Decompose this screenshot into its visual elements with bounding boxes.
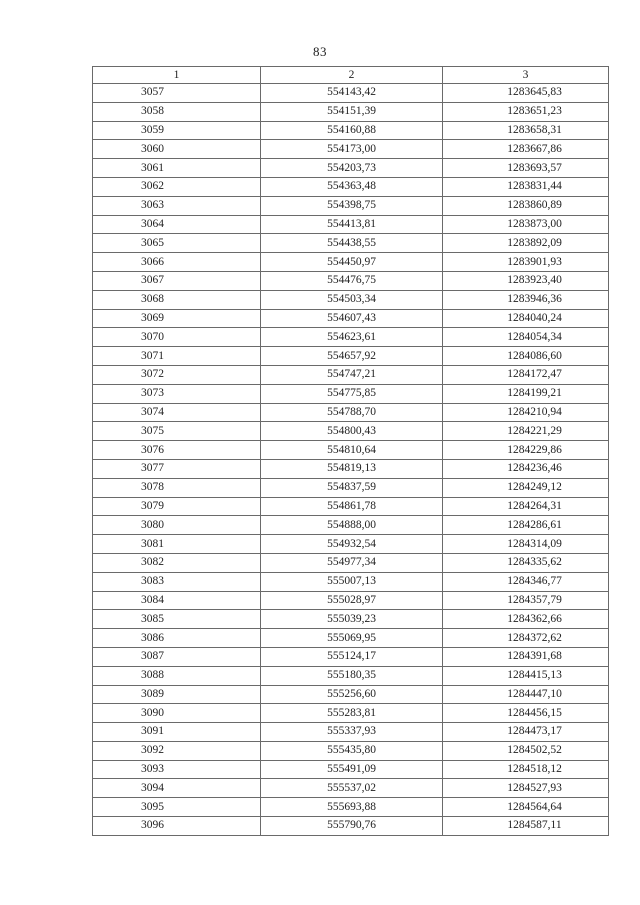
point-number-cell: 3062 (93, 177, 261, 196)
x-coordinate-cell: 554151,39 (261, 102, 443, 121)
table-row (93, 159, 609, 178)
y-coordinate-cell: 1284086,60 (443, 347, 609, 366)
table-row (93, 666, 609, 685)
x-coordinate-cell: 554160,88 (261, 121, 443, 140)
y-coordinate-cell: 1283946,36 (443, 290, 609, 309)
x-coordinate-cell: 554503,34 (261, 290, 443, 309)
y-coordinate-cell: 1283645,83 (443, 84, 609, 103)
point-number-cell: 3069 (93, 309, 261, 328)
y-coordinate-cell: 1284372,62 (443, 629, 609, 648)
point-number-cell: 3095 (93, 798, 261, 817)
x-coordinate-cell: 555069,95 (261, 629, 443, 648)
point-number-cell: 3058 (93, 102, 261, 121)
point-number-cell: 3073 (93, 384, 261, 403)
table-row (93, 817, 609, 836)
table-row (93, 253, 609, 272)
y-coordinate-cell: 1284210,94 (443, 403, 609, 422)
table-row (93, 760, 609, 779)
x-coordinate-cell: 554837,59 (261, 478, 443, 497)
point-number-cell: 3067 (93, 271, 261, 290)
point-number-cell: 3074 (93, 403, 261, 422)
y-coordinate-cell: 1284527,93 (443, 779, 609, 798)
y-coordinate-cell: 1284221,29 (443, 422, 609, 441)
x-coordinate-cell: 554800,43 (261, 422, 443, 441)
y-coordinate-cell: 1284286,61 (443, 516, 609, 535)
table-row (93, 347, 609, 366)
coordinates-table (92, 66, 609, 836)
point-number-cell: 3071 (93, 347, 261, 366)
point-number-cell: 3079 (93, 497, 261, 516)
x-coordinate-cell: 554657,92 (261, 347, 443, 366)
table-row (93, 441, 609, 460)
table-row (93, 215, 609, 234)
point-number-cell: 3080 (93, 516, 261, 535)
table-row (93, 459, 609, 478)
x-coordinate-cell: 555283,81 (261, 704, 443, 723)
x-coordinate-cell: 554888,00 (261, 516, 443, 535)
point-number-cell: 3083 (93, 572, 261, 591)
point-number-cell: 3088 (93, 666, 261, 685)
table-row (93, 610, 609, 629)
y-coordinate-cell: 1284362,66 (443, 610, 609, 629)
y-coordinate-cell: 1284357,79 (443, 591, 609, 610)
x-coordinate-cell: 554623,61 (261, 328, 443, 347)
column-header-1: 1 (93, 67, 261, 84)
y-coordinate-cell: 1283831,44 (443, 177, 609, 196)
y-coordinate-cell: 1283923,40 (443, 271, 609, 290)
x-coordinate-cell: 555124,17 (261, 647, 443, 666)
table-row (93, 478, 609, 497)
column-header-3: 3 (443, 67, 609, 84)
point-number-cell: 3075 (93, 422, 261, 441)
y-coordinate-cell: 1284314,09 (443, 535, 609, 554)
table-header-row (93, 67, 609, 84)
table-row (93, 234, 609, 253)
point-number-cell: 3078 (93, 478, 261, 497)
x-coordinate-cell: 554810,64 (261, 441, 443, 460)
x-coordinate-cell: 554607,43 (261, 309, 443, 328)
y-coordinate-cell: 1284264,31 (443, 497, 609, 516)
x-coordinate-cell: 554476,75 (261, 271, 443, 290)
x-coordinate-cell: 554788,70 (261, 403, 443, 422)
table-row (93, 140, 609, 159)
table-row (93, 196, 609, 215)
y-coordinate-cell: 1284415,13 (443, 666, 609, 685)
y-coordinate-cell: 1283892,09 (443, 234, 609, 253)
table-row (93, 102, 609, 121)
y-coordinate-cell: 1284229,86 (443, 441, 609, 460)
page-number: 83 (313, 44, 327, 59)
x-coordinate-cell: 554450,97 (261, 253, 443, 272)
table-row (93, 798, 609, 817)
table-row (93, 384, 609, 403)
point-number-cell: 3076 (93, 441, 261, 460)
point-number-cell: 3059 (93, 121, 261, 140)
y-coordinate-cell: 1284587,11 (443, 817, 609, 836)
table-row (93, 741, 609, 760)
table-row (93, 572, 609, 591)
point-number-cell: 3057 (93, 84, 261, 103)
x-coordinate-cell: 555337,93 (261, 723, 443, 742)
table-row (93, 365, 609, 384)
y-coordinate-cell: 1284456,15 (443, 704, 609, 723)
y-coordinate-cell: 1284447,10 (443, 685, 609, 704)
x-coordinate-cell: 555039,23 (261, 610, 443, 629)
x-coordinate-cell: 554861,78 (261, 497, 443, 516)
y-coordinate-cell: 1284040,24 (443, 309, 609, 328)
x-coordinate-cell: 555180,35 (261, 666, 443, 685)
x-coordinate-cell: 554143,42 (261, 84, 443, 103)
y-coordinate-cell: 1283873,00 (443, 215, 609, 234)
point-number-cell: 3096 (93, 817, 261, 836)
point-number-cell: 3089 (93, 685, 261, 704)
table-body (93, 84, 609, 836)
x-coordinate-cell: 555537,02 (261, 779, 443, 798)
y-coordinate-cell: 1284172,47 (443, 365, 609, 384)
table-row (93, 553, 609, 572)
point-number-cell: 3070 (93, 328, 261, 347)
point-number-cell: 3093 (93, 760, 261, 779)
table-row (93, 704, 609, 723)
column-header-2: 2 (261, 67, 443, 84)
x-coordinate-cell: 554747,21 (261, 365, 443, 384)
point-number-cell: 3084 (93, 591, 261, 610)
table-row (93, 535, 609, 554)
table-row (93, 629, 609, 648)
point-number-cell: 3090 (93, 704, 261, 723)
y-coordinate-cell: 1284249,12 (443, 478, 609, 497)
x-coordinate-cell: 554413,81 (261, 215, 443, 234)
table-row (93, 271, 609, 290)
table-row (93, 403, 609, 422)
table-row (93, 723, 609, 742)
y-coordinate-cell: 1283860,89 (443, 196, 609, 215)
x-coordinate-cell: 555256,60 (261, 685, 443, 704)
y-coordinate-cell: 1284236,46 (443, 459, 609, 478)
point-number-cell: 3060 (93, 140, 261, 159)
point-number-cell: 3072 (93, 365, 261, 384)
point-number-cell: 3063 (93, 196, 261, 215)
x-coordinate-cell: 555693,88 (261, 798, 443, 817)
y-coordinate-cell: 1284564,64 (443, 798, 609, 817)
table-row (93, 591, 609, 610)
table-row (93, 328, 609, 347)
y-coordinate-cell: 1283658,31 (443, 121, 609, 140)
x-coordinate-cell: 555435,80 (261, 741, 443, 760)
x-coordinate-cell: 554819,13 (261, 459, 443, 478)
y-coordinate-cell: 1284502,52 (443, 741, 609, 760)
y-coordinate-cell: 1283693,57 (443, 159, 609, 178)
point-number-cell: 3061 (93, 159, 261, 178)
y-coordinate-cell: 1284473,17 (443, 723, 609, 742)
x-coordinate-cell: 555007,13 (261, 572, 443, 591)
point-number-cell: 3077 (93, 459, 261, 478)
table-row (93, 290, 609, 309)
point-number-cell: 3085 (93, 610, 261, 629)
point-number-cell: 3065 (93, 234, 261, 253)
x-coordinate-cell: 555491,09 (261, 760, 443, 779)
x-coordinate-cell: 554363,48 (261, 177, 443, 196)
x-coordinate-cell: 554932,54 (261, 535, 443, 554)
y-coordinate-cell: 1284346,77 (443, 572, 609, 591)
point-number-cell: 3082 (93, 553, 261, 572)
point-number-cell: 3087 (93, 647, 261, 666)
point-number-cell: 3092 (93, 741, 261, 760)
x-coordinate-cell: 555028,97 (261, 591, 443, 610)
point-number-cell: 3064 (93, 215, 261, 234)
y-coordinate-cell: 1284335,62 (443, 553, 609, 572)
point-number-cell: 3081 (93, 535, 261, 554)
table-row (93, 309, 609, 328)
y-coordinate-cell: 1283667,86 (443, 140, 609, 159)
y-coordinate-cell: 1283901,93 (443, 253, 609, 272)
table-row (93, 422, 609, 441)
table-row (93, 516, 609, 535)
point-number-cell: 3068 (93, 290, 261, 309)
table-row (93, 497, 609, 516)
table-row (93, 121, 609, 140)
point-number-cell: 3086 (93, 629, 261, 648)
x-coordinate-cell: 554173,00 (261, 140, 443, 159)
y-coordinate-cell: 1284518,12 (443, 760, 609, 779)
x-coordinate-cell: 554775,85 (261, 384, 443, 403)
x-coordinate-cell: 554398,75 (261, 196, 443, 215)
y-coordinate-cell: 1283651,23 (443, 102, 609, 121)
x-coordinate-cell: 554977,34 (261, 553, 443, 572)
x-coordinate-cell: 554438,55 (261, 234, 443, 253)
table-row (93, 647, 609, 666)
point-number-cell: 3066 (93, 253, 261, 272)
point-number-cell: 3094 (93, 779, 261, 798)
table-row (93, 685, 609, 704)
table-row (93, 779, 609, 798)
table-row (93, 177, 609, 196)
y-coordinate-cell: 1284391,68 (443, 647, 609, 666)
point-number-cell: 3091 (93, 723, 261, 742)
y-coordinate-cell: 1284054,34 (443, 328, 609, 347)
x-coordinate-cell: 554203,73 (261, 159, 443, 178)
table-row (93, 84, 609, 103)
y-coordinate-cell: 1284199,21 (443, 384, 609, 403)
x-coordinate-cell: 555790,76 (261, 817, 443, 836)
